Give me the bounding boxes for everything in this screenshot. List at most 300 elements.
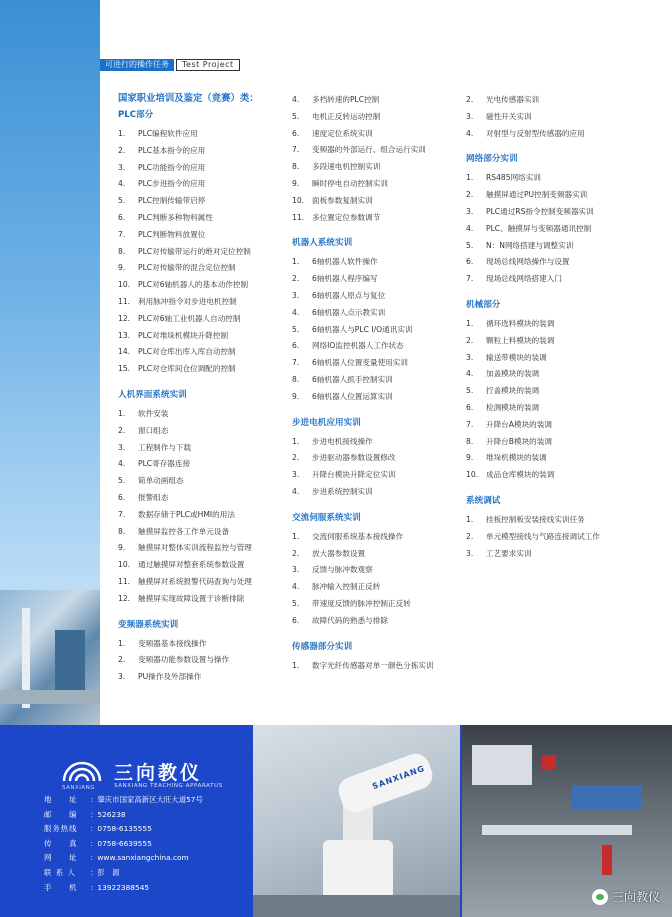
header-tab-bar [100, 59, 240, 71]
item-text: 网络IO监控机器人工作状态 [312, 341, 404, 351]
item-number: 5. [118, 476, 126, 486]
item-text: 现场总线网络搭建入门 [486, 274, 562, 284]
content-column-1 [118, 92, 286, 696]
contact-label: 服务热线 [44, 824, 78, 834]
list-item [292, 434, 460, 451]
item-text: 变频器功能参数设置与操作 [138, 655, 230, 665]
list-item [118, 210, 286, 227]
item-text: 6轴机器人程序编写 [312, 274, 378, 284]
item-text: PLC控制传输带启停 [138, 196, 206, 206]
contact-row [44, 881, 203, 896]
item-text: 多段速电机控制实训 [312, 162, 381, 172]
item-number: 5. [292, 598, 300, 608]
item-number: 1. [466, 514, 474, 524]
content-column-3 [466, 92, 666, 572]
list-item [292, 546, 460, 563]
item-number: 7. [292, 358, 300, 368]
item-text: 软件安装 [138, 408, 169, 418]
section [292, 511, 460, 630]
section-title: 传感器部分实训 [292, 641, 353, 652]
item-text: 升降台B模块的装调 [486, 436, 552, 446]
item-number: 9. [292, 391, 300, 401]
list-item [118, 244, 286, 261]
section [292, 92, 460, 226]
item-text: 交流伺服系统基本接线操作 [312, 531, 404, 541]
item-text: 现场总线网络操作与设置 [486, 257, 570, 267]
list-item [292, 658, 460, 675]
section [292, 416, 460, 501]
list-item [118, 423, 286, 440]
section-title: 变频器系统实训 [118, 619, 179, 630]
item-number: 7. [466, 274, 474, 284]
section [118, 618, 286, 686]
list-item [292, 562, 460, 579]
contact-value: ：彭 源 [90, 867, 120, 877]
list-item [466, 126, 666, 143]
item-number: 10. [118, 280, 131, 290]
list-item [292, 322, 460, 339]
section-title: 人机界面系统实训 [118, 389, 187, 400]
contact-value: ：13922388545 [90, 882, 150, 892]
item-number: 5. [466, 240, 474, 250]
item-number: 3. [466, 206, 474, 216]
list-item [292, 579, 460, 596]
list-item [466, 512, 666, 529]
item-text: 简单动画组态 [138, 476, 184, 486]
item-number: 2. [118, 655, 126, 665]
list-item [118, 406, 286, 423]
list-item [466, 546, 666, 563]
robot-part [323, 840, 393, 900]
item-number: 12. [118, 593, 131, 603]
item-number: 3. [118, 672, 126, 682]
list-item [118, 669, 286, 686]
list-item [118, 440, 286, 457]
machine-photo [462, 725, 672, 917]
list-item [118, 591, 286, 608]
item-text: PLC对传输带运行的绝对定位控制 [138, 246, 251, 256]
list-item [118, 344, 286, 361]
item-text: 报警组态 [138, 492, 169, 502]
item-number: 2. [118, 425, 126, 435]
item-text: 堆垛机模块的装调 [486, 453, 547, 463]
item-number: 2. [118, 145, 126, 155]
item-number: 10. [292, 195, 305, 205]
item-text: 脉冲输入控制正反转 [312, 582, 381, 592]
machine-part [472, 745, 532, 785]
item-number: 2. [292, 274, 300, 284]
item-text: 故障代码的熟悉与排除 [312, 615, 388, 625]
item-number: 9. [466, 453, 474, 463]
section-title: 步进电机应用实训 [292, 417, 361, 428]
list-item [118, 652, 286, 669]
list-item [118, 126, 286, 143]
contact-row [44, 837, 203, 852]
item-text: 窗口组态 [138, 425, 169, 435]
item-text: PLC寄存器连接 [138, 459, 191, 469]
robot-part [253, 895, 460, 917]
item-number: 6. [292, 341, 300, 351]
item-text: 6轴机器人点示教实训 [312, 307, 386, 317]
item-number: 1. [118, 129, 126, 138]
item-number: 4. [466, 369, 474, 379]
item-text: 6轴机器人原点与复位 [312, 290, 386, 300]
list-item [118, 524, 286, 541]
list-item [292, 126, 460, 143]
item-number: 6. [118, 212, 126, 222]
section [292, 640, 460, 675]
item-number: 4. [118, 179, 126, 189]
item-number: 2. [292, 548, 300, 558]
item-text: 通过触摸屏对整套系统参数设置 [138, 560, 245, 570]
list-item [118, 294, 286, 311]
list-item [292, 355, 460, 372]
item-text: 循环选料模块的装调 [486, 318, 555, 328]
item-text: PLC功能指令的应用 [138, 162, 206, 172]
item-text: PLC对仓库间仓位调配的控制 [138, 364, 236, 374]
item-number: 3. [292, 470, 300, 480]
section [118, 108, 286, 378]
item-text: 多位置定位参数调节 [312, 212, 381, 222]
photo-detail [55, 630, 85, 690]
item-number: 5. [292, 324, 300, 334]
contact-row [44, 866, 203, 881]
item-number: 1. [466, 318, 474, 328]
item-number: 5. [292, 111, 300, 121]
list-item [466, 109, 666, 126]
list-item [466, 316, 666, 333]
item-number: 1. [292, 257, 300, 267]
tab-label-en: Test Project [176, 59, 240, 71]
contact-value: ：肇庆市国家高新区大旺大道57号 [90, 795, 203, 804]
item-text: N：N网络搭建与调整实训 [486, 240, 574, 250]
item-number: 1. [118, 408, 126, 418]
item-text: 步进电机接线操作 [312, 436, 373, 446]
brand-name: 三向教仪 [114, 761, 203, 784]
list-item [118, 490, 286, 507]
item-number: 2. [466, 531, 474, 541]
item-text: 升降台A模块的装调 [486, 419, 552, 429]
item-text: 反馈与脉冲数观察 [312, 565, 373, 575]
list-item [466, 467, 666, 484]
list-item [466, 92, 666, 109]
item-text: 输送带模块的装调 [486, 352, 547, 362]
item-number: 2. [466, 95, 474, 104]
item-number: 1. [466, 173, 474, 183]
item-number: 6. [118, 492, 126, 502]
item-text: 6轴机器人软件操作 [312, 257, 378, 267]
list-item [466, 350, 666, 367]
section [466, 92, 666, 142]
item-number: 12. [118, 313, 131, 323]
section-title: 机械部分 [466, 299, 501, 310]
item-number: 11. [292, 212, 305, 222]
list-item [466, 383, 666, 400]
watermark-text: 三向教仪 [611, 890, 660, 904]
item-number: 4. [292, 95, 300, 104]
item-number: 10. [466, 470, 479, 480]
item-text: 6轴机器人位置变量使用实训 [312, 358, 408, 368]
item-text: PLC判断多种物料属性 [138, 212, 213, 222]
list-item [466, 254, 666, 271]
equipment-photo-left [0, 590, 100, 725]
item-number: 6. [466, 257, 474, 267]
robot-photo [253, 725, 460, 917]
item-number: 6. [292, 128, 300, 138]
list-item [118, 456, 286, 473]
list-item [292, 305, 460, 322]
list-item [292, 254, 460, 271]
contact-row [44, 808, 203, 823]
item-number: 1. [118, 638, 126, 648]
list-item [292, 372, 460, 389]
item-number: 3. [118, 442, 126, 452]
item-text: PU操作及外部操作 [138, 672, 202, 682]
list-item [118, 160, 286, 177]
item-number: 3. [292, 565, 300, 575]
item-text: 6轴机器人与PLC I/O通讯实训 [312, 324, 413, 334]
list-item [466, 170, 666, 187]
machine-part [542, 755, 556, 769]
item-text: 工艺要求实训 [486, 548, 532, 558]
item-text: PLC对6轴机器人的基本动作控制 [138, 280, 249, 290]
item-number: 11. [118, 296, 131, 306]
list-item [292, 389, 460, 406]
list-item [118, 143, 286, 160]
tab-label-cn: 可进行的操作任务 [100, 59, 174, 71]
list-item [466, 238, 666, 255]
list-item [292, 338, 460, 355]
machine-part [572, 785, 642, 809]
list-item [118, 176, 286, 193]
list-item [118, 473, 286, 490]
item-text: 磁性开关实训 [486, 111, 532, 121]
item-text: 带速度反馈的脉冲控制正反转 [312, 598, 411, 608]
contact-value: ：0758-6135555 [90, 824, 152, 834]
item-number: 13. [118, 330, 131, 340]
item-number: 4. [118, 459, 126, 469]
item-text: 多档转速的PLC控制 [312, 95, 380, 104]
item-text: PLC、触摸屏与变频器通讯控制 [486, 223, 592, 233]
photo-detail [0, 690, 100, 704]
item-text: 触摸屏对整体实训流程监控与管理 [138, 543, 252, 553]
list-item [292, 596, 460, 613]
brand-name-en: SANXIANG TEACHING APPARATUS [114, 783, 223, 789]
list-item [292, 288, 460, 305]
contact-value: ：526238 [90, 809, 126, 819]
item-number: 15. [118, 364, 131, 374]
list-item [466, 204, 666, 221]
item-text: 触摸屏监控各工作单元设备 [138, 526, 230, 536]
brand-logo [62, 757, 202, 785]
item-text: 变频器的外部运行、组合运行实训 [312, 145, 426, 155]
section [466, 298, 666, 484]
item-text: 成品仓库模块的装调 [486, 470, 555, 480]
item-text: 步进系统控制实训 [312, 486, 373, 496]
list-item [118, 574, 286, 591]
list-item [466, 434, 666, 451]
item-number: 6. [466, 402, 474, 412]
list-item [292, 176, 460, 193]
item-text: PLC基本指令的应用 [138, 145, 206, 155]
list-item [466, 450, 666, 467]
item-number: 8. [118, 526, 126, 536]
item-text: 变频器基本接线操作 [138, 638, 207, 648]
list-item [292, 142, 460, 159]
item-text: 工程制作与下载 [138, 442, 192, 452]
list-item [118, 311, 286, 328]
section [118, 388, 286, 608]
logo-en: SANXIANG [62, 785, 95, 791]
list-item [292, 210, 460, 227]
item-text: 升降台模块升降定位实训 [312, 470, 396, 480]
item-number: 14. [118, 347, 131, 357]
item-text: 步进驱动器参数设置修改 [312, 453, 396, 463]
item-text: RS485网络实训 [486, 173, 541, 183]
list-item [466, 366, 666, 383]
item-text: 单元模型接线与气路连接调试工作 [486, 531, 600, 541]
item-number: 4. [466, 128, 474, 138]
list-item [292, 193, 460, 210]
item-text: 速度定位系统实训 [312, 128, 373, 138]
contact-label: 地 址 [44, 795, 78, 804]
list-item [292, 159, 460, 176]
list-item [118, 227, 286, 244]
item-number: 7. [466, 419, 474, 429]
item-text: 颗粒上料模块的装调 [486, 335, 555, 345]
item-text: PLC对仓库出库入库自动控制 [138, 347, 236, 357]
contact-row [44, 793, 203, 808]
contact-row [44, 851, 203, 866]
item-number: 3. [466, 548, 474, 558]
contact-label: 传 真 [44, 838, 78, 848]
section-title: 交流伺服系统实训 [292, 512, 361, 523]
item-text: 拧盖模块的装调 [486, 386, 540, 396]
list-item [466, 221, 666, 238]
list-item [466, 529, 666, 546]
item-number: 2. [292, 453, 300, 463]
item-number: 9. [292, 178, 300, 188]
item-text: 触摸屏通过PU控制变频器实训 [486, 190, 588, 200]
robot-brand-label: SANXIANG [371, 763, 427, 792]
item-number: 7. [118, 229, 126, 239]
item-text: PLC通过RS指令控制变频器实训 [486, 206, 594, 216]
item-number: 3. [466, 352, 474, 362]
item-number: 5. [118, 196, 126, 206]
list-item [466, 187, 666, 204]
item-text: PLC判断物料放置位 [138, 229, 206, 239]
item-number: 4. [466, 223, 474, 233]
content-column-2 [292, 92, 460, 684]
item-text: PLC步进指令的应用 [138, 179, 206, 189]
list-item [292, 450, 460, 467]
list-item [118, 540, 286, 557]
contact-value: ：0758-6639555 [90, 838, 152, 848]
contact-label: 手 机 [44, 882, 78, 892]
section-title: 网络部分实训 [466, 154, 518, 165]
list-item [118, 260, 286, 277]
item-text: 触摸屏实现故障设置于诊断排除 [138, 593, 245, 603]
item-number: 7. [292, 145, 300, 155]
item-text: 数据存储于PLC或HMI的用法 [138, 509, 235, 519]
list-item [292, 92, 460, 109]
item-number: 5. [466, 386, 474, 396]
item-text: 6轴机器人位置运算实训 [312, 391, 393, 401]
item-number: 8. [466, 436, 474, 446]
list-item [118, 328, 286, 345]
contact-label: 联 系 人 [44, 867, 76, 877]
list-item [292, 271, 460, 288]
item-text: 电机正反转运动控制 [312, 111, 381, 121]
item-text: 数字光纤传感器对单一颜色分拣实训 [312, 660, 434, 670]
item-number: 3. [292, 290, 300, 300]
item-text: 放大器参数设置 [312, 548, 366, 558]
brand-mark-icon [62, 757, 102, 785]
item-number: 3. [118, 162, 126, 172]
item-text: 对射型与反射型传感器的应用 [486, 128, 585, 138]
item-number: 1. [292, 660, 300, 670]
contact-label: 网 址 [44, 853, 78, 863]
item-number: 6. [292, 615, 300, 625]
item-text: PLC对堆垛机模块升降控制 [138, 330, 229, 340]
machine-part [602, 845, 612, 875]
list-item [466, 333, 666, 350]
item-number: 4. [292, 582, 300, 592]
item-number: 8. [292, 374, 300, 384]
list-item [466, 417, 666, 434]
item-text: PLC对传输带的混合定位控制 [138, 263, 236, 273]
item-number: 4. [292, 307, 300, 317]
list-item [118, 193, 286, 210]
machine-part [482, 825, 632, 835]
item-number: 9. [118, 263, 126, 273]
section [466, 152, 666, 288]
item-text: 光电传感器实训 [486, 95, 540, 104]
item-text: 加盖模块的装调 [486, 369, 540, 379]
item-text: 利用脉冲指令对步进电机控制 [138, 296, 237, 306]
wechat-icon [592, 889, 608, 905]
item-number: 7. [118, 509, 126, 519]
list-item [292, 529, 460, 546]
item-text: PLC对6轴工业机器人自动控制 [138, 313, 241, 323]
item-text: PLC编程软件应用 [138, 129, 198, 138]
list-item [118, 557, 286, 574]
item-text: 6轴机器人抓手控制实训 [312, 374, 393, 384]
contact-value: ：www.sanxiangchina.com [90, 853, 189, 863]
contact-label: 邮 编 [44, 809, 78, 819]
item-number: 2. [466, 335, 474, 345]
item-number: 8. [118, 246, 126, 256]
section [466, 494, 666, 562]
list-item [292, 109, 460, 126]
item-text: 瞬时停电自动控制实训 [312, 178, 388, 188]
list-item [118, 277, 286, 294]
main-title: 国家职业培训及鉴定（竞赛）类： [118, 93, 259, 104]
item-number: 11. [118, 576, 131, 586]
item-text: 面板参数复制实训 [312, 195, 373, 205]
list-item [292, 613, 460, 630]
contact-list [44, 793, 203, 895]
list-item [292, 484, 460, 501]
item-number: 8. [292, 162, 300, 172]
item-number: 10. [118, 560, 131, 570]
section-title: PLC部分 [118, 110, 154, 120]
item-text: 检测模块的装调 [486, 402, 540, 412]
contact-row [44, 822, 203, 837]
item-number: 1. [292, 436, 300, 446]
list-item [466, 271, 666, 288]
item-number: 2. [466, 190, 474, 200]
